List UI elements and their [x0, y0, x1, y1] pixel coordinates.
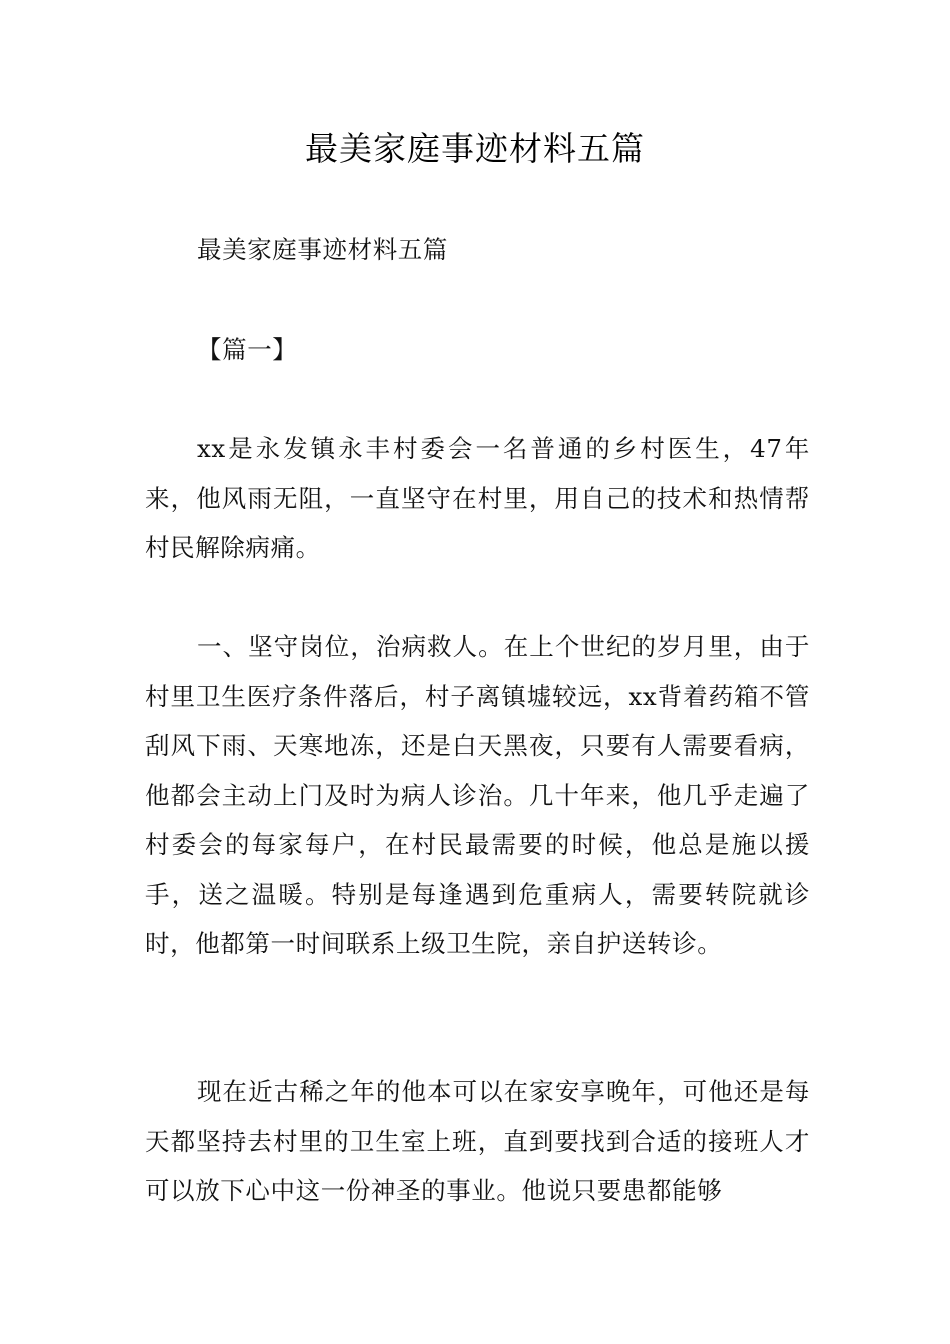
document-subtitle: 最美家庭事迹材料五篇 [197, 235, 448, 264]
body-paragraph-1: xx是永发镇永丰村委会一名普通的乡村医生，47年来，他风雨无阻，一直坚守在村里，用自己的技术和热情帮村民解除病痛。 [145, 434, 810, 562]
body-paragraph-2: 一、坚守岗位，治病救人。在上个世纪的岁月里，由于村里卫生医疗条件落后，村子离镇墟较远，xx背着药箱不管刮风下雨、天寒地冻，还是白天黑夜，只要有人需要看病，他都会主动上门及时为病人诊治。几十年来，他几乎走遍了村委会的每家每户，在村民最需要的时候，他总是施以援手，送之温暖。特别是每逢遇到危重病人，需要转院就诊时，他都第一时间联系上级卫生院，亲自护送转诊。 [145, 632, 810, 958]
document-title: 最美家庭事迹材料五篇 [305, 129, 645, 168]
body-paragraph-3: 现在近古稀之年的他本可以在家安享晚年，可他还是每天都坚持去村里的卫生室上班，直到要找到合适的接班人才可以放下心中这一份神圣的事业。他说只要患都能够 [145, 1077, 810, 1205]
section-heading: 【篇一】 [197, 335, 298, 364]
